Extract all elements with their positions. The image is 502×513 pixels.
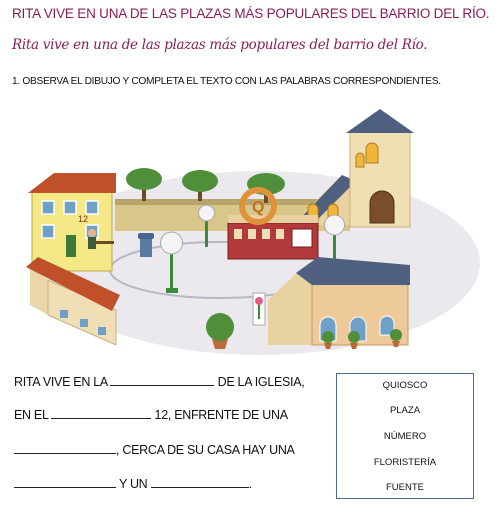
sentence-text: RITA VIVE EN LA (14, 375, 108, 389)
word-bank-box (336, 373, 474, 499)
blank-florist[interactable] (14, 476, 116, 488)
svg-text:Q: Q (252, 199, 265, 216)
house-number: 12 (78, 214, 89, 224)
page-title-cursive: Rita vive en una de las plazas más populares del barrio del Río. (12, 37, 428, 53)
word-bank-item: FUENTE (386, 482, 424, 493)
page-title: RITA VIVE EN UNA DE LAS PLAZAS MÁS POPULARES DEL BARRIO DEL RÍO. (12, 6, 490, 21)
sentence-text: DE LA IGLESIA, (217, 375, 305, 389)
word-bank-item: NÚMERO (383, 431, 427, 442)
mailbox-icon (138, 233, 154, 257)
flower-sign-icon (253, 293, 265, 325)
blank-church[interactable] (110, 374, 214, 386)
word-bank-item: FLORISTERÍA (373, 457, 437, 468)
sentence-text: EN EL (14, 408, 49, 422)
word-bank-item: PLAZA (389, 405, 421, 416)
sentence-text: . (248, 477, 252, 491)
blank-number[interactable] (51, 407, 151, 419)
blank-kiosk[interactable] (14, 442, 116, 454)
sentence-line-2 (14, 407, 288, 422)
sentence-text: 12, ENFRENTE DE UNA (154, 408, 288, 422)
sentence-text: Y UN (118, 477, 148, 491)
church (292, 109, 414, 231)
yellow-house (28, 173, 116, 271)
blank-fountain[interactable] (151, 476, 249, 488)
sentence-line-1 (14, 374, 304, 389)
word-bank-item: QUIOSCO (382, 380, 428, 391)
town-square-illustration (20, 105, 482, 355)
sentence-text: , CERCA DE SU CASA HAY UNA (116, 443, 295, 457)
sentence-line-4 (14, 476, 252, 491)
sentence-line-3 (14, 442, 295, 457)
church-roof (346, 109, 414, 133)
exercise-instruction: 1. OBSERVA EL DIBUJO Y COMPLETA EL TEXTO CON LAS PALABRAS CORRESPONDIENTES. (12, 76, 441, 87)
